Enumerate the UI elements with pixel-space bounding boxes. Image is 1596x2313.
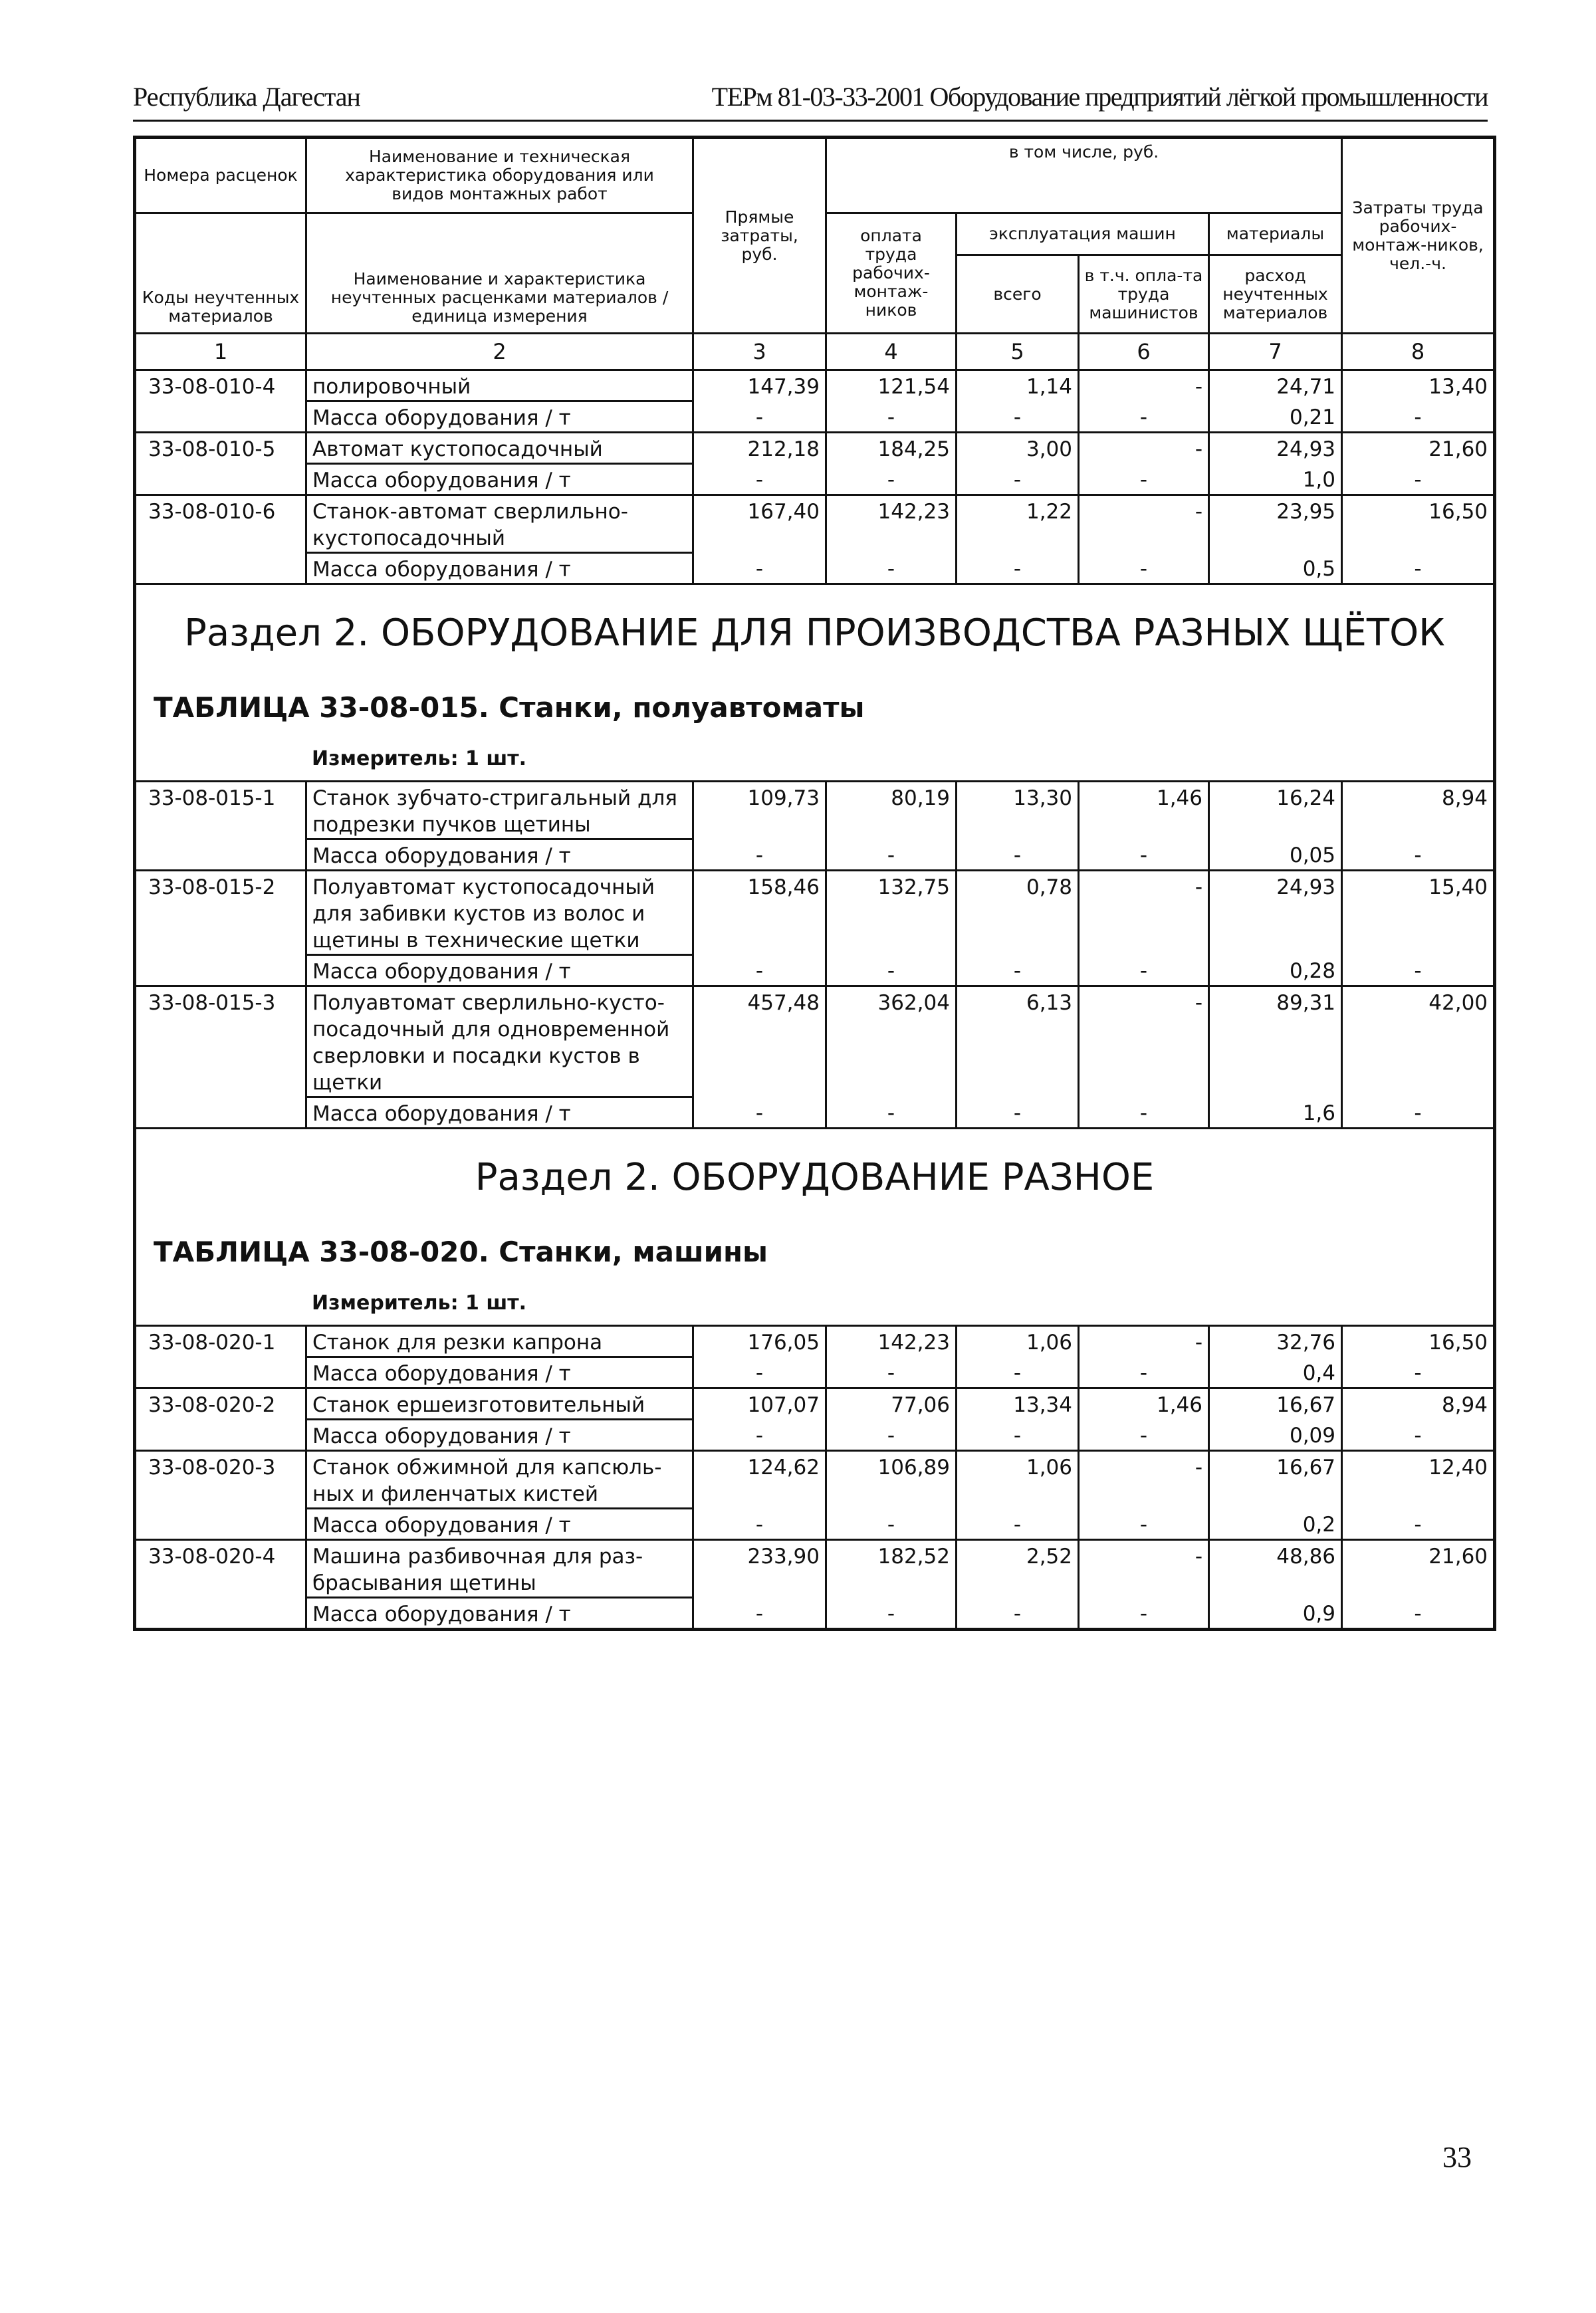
value-cell: 121,54 xyxy=(826,370,957,401)
value-cell: 6,13 xyxy=(957,986,1079,1097)
value-cell: 24,93 xyxy=(1209,433,1342,464)
mass-row xyxy=(135,1598,1495,1630)
mass-row xyxy=(135,401,1495,433)
col-number: 7 xyxy=(1209,334,1342,370)
value-cell: 32,76 xyxy=(1209,1326,1342,1357)
empty-code-cell xyxy=(135,464,306,495)
mass-value-cell: - xyxy=(1342,839,1495,871)
table-row xyxy=(135,1451,1495,1509)
mass-label: Масса оборудования / т xyxy=(306,1097,693,1129)
mass-row xyxy=(135,1509,1495,1540)
mass-value-cell: - xyxy=(1079,401,1209,433)
mass-value-cell: 0,05 xyxy=(1209,839,1342,871)
mass-value-cell: - xyxy=(1079,1357,1209,1388)
empty-code-cell xyxy=(135,553,306,584)
value-cell: 106,89 xyxy=(826,1451,957,1509)
mass-value-cell: - xyxy=(1079,1598,1209,1630)
mass-value-cell: - xyxy=(826,553,957,584)
mass-value-cell: - xyxy=(957,553,1079,584)
value-cell: 176,05 xyxy=(693,1326,826,1357)
mass-value-cell: - xyxy=(957,839,1079,871)
value-cell: - xyxy=(1079,1540,1209,1598)
mass-value-cell: 0,21 xyxy=(1209,401,1342,433)
rate-name: Станок для резки капрона xyxy=(306,1326,693,1357)
value-cell: 142,23 xyxy=(826,495,957,553)
mass-row xyxy=(135,839,1495,871)
value-cell: 24,93 xyxy=(1209,871,1342,955)
table-row xyxy=(135,495,1495,553)
mass-value-cell: 1,6 xyxy=(1209,1097,1342,1129)
value-cell: 158,46 xyxy=(693,871,826,955)
empty-code-cell xyxy=(135,1420,306,1451)
mass-value-cell: - xyxy=(1342,955,1495,986)
mass-value-cell: - xyxy=(826,1357,957,1388)
value-cell: 0,78 xyxy=(957,871,1079,955)
table-row xyxy=(135,1540,1495,1598)
value-cell: 8,94 xyxy=(1342,1388,1495,1420)
value-cell: 212,18 xyxy=(693,433,826,464)
value-cell: - xyxy=(1079,1451,1209,1509)
mass-value-cell: 0,28 xyxy=(1209,955,1342,986)
value-cell: 1,46 xyxy=(1079,1388,1209,1420)
value-cell: 107,07 xyxy=(693,1388,826,1420)
rate-code: 33-08-020-3 xyxy=(135,1451,306,1509)
value-cell: - xyxy=(1079,370,1209,401)
mass-value-cell: 0,5 xyxy=(1209,553,1342,584)
col-number: 2 xyxy=(306,334,693,370)
mass-value-cell: - xyxy=(693,1509,826,1540)
value-cell: 16,67 xyxy=(1209,1451,1342,1509)
value-cell: 21,60 xyxy=(1342,433,1495,464)
rate-name: Станок обжимной для капсюль-ных и филенчатых кистей xyxy=(306,1451,693,1509)
head-materials: материалы xyxy=(1209,213,1342,255)
mass-row xyxy=(135,1420,1495,1451)
col-number: 8 xyxy=(1342,334,1495,370)
head-rate-numbers: Номера расценок xyxy=(135,138,306,213)
mass-value-cell: - xyxy=(957,1357,1079,1388)
head-name-equipment: Наименование и техническая характеристика оборудования или видов монтажных работ xyxy=(306,138,693,213)
section-block xyxy=(135,584,1495,782)
mass-value-cell: - xyxy=(957,1420,1079,1451)
mass-value-cell: - xyxy=(693,1097,826,1129)
mass-row xyxy=(135,553,1495,584)
rate-name: Станок зубчато-стригальный для подрезки пучков щетины xyxy=(306,782,693,839)
head-including xyxy=(826,138,1342,213)
mass-value-cell: - xyxy=(957,1509,1079,1540)
value-cell: 1,14 xyxy=(957,370,1079,401)
col-number: 4 xyxy=(826,334,957,370)
value-cell: 13,40 xyxy=(1342,370,1495,401)
value-cell: 21,60 xyxy=(1342,1540,1495,1598)
value-cell: 77,06 xyxy=(826,1388,957,1420)
mass-label: Масса оборудования / т xyxy=(306,955,693,986)
value-cell: 89,31 xyxy=(1209,986,1342,1097)
table-title: ТАБЛИЦА 33-08-015. Станки, полуавтоматы xyxy=(135,675,1495,738)
value-cell: 16,24 xyxy=(1209,782,1342,839)
value-cell: 182,52 xyxy=(826,1540,957,1598)
mass-value-cell: - xyxy=(826,1420,957,1451)
rate-name: Машина разбивочная для раз-брасывания щетины xyxy=(306,1540,693,1598)
head-codes: Коды неучтенных материалов xyxy=(142,288,300,326)
table-row xyxy=(135,986,1495,1097)
mass-value-cell: 1,0 xyxy=(1209,464,1342,495)
section-title: Раздел 2. ОБОРУДОВАНИЕ ДЛЯ ПРОИЗВОДСТВА РАЗНЫХ ЩЁТОК xyxy=(135,584,1495,676)
mass-value-cell: - xyxy=(1342,1357,1495,1388)
measure-unit: Измеритель: 1 шт. xyxy=(135,738,1495,782)
mass-value-cell: - xyxy=(693,464,826,495)
mass-value-cell: - xyxy=(693,839,826,871)
value-cell: - xyxy=(1079,871,1209,955)
value-cell: 362,04 xyxy=(826,986,957,1097)
rates-table xyxy=(133,136,1496,1631)
mass-value-cell: - xyxy=(1342,553,1495,584)
rate-name: Станок-автомат сверлильно-кустопосадочный xyxy=(306,495,693,553)
head-total: всего xyxy=(957,255,1079,334)
value-cell: 42,00 xyxy=(1342,986,1495,1097)
mass-value-cell: 0,2 xyxy=(1209,1509,1342,1540)
empty-code-cell xyxy=(135,955,306,986)
mass-value-cell: - xyxy=(957,955,1079,986)
mass-value-cell: - xyxy=(1342,1097,1495,1129)
col-number: 3 xyxy=(693,334,826,370)
value-cell: 1,06 xyxy=(957,1326,1079,1357)
value-cell: 16,50 xyxy=(1342,495,1495,553)
table-row xyxy=(135,1388,1495,1420)
table-row xyxy=(135,433,1495,464)
mass-value-cell: - xyxy=(1342,1509,1495,1540)
rate-code: 33-08-015-2 xyxy=(135,871,306,955)
value-cell: 3,00 xyxy=(957,433,1079,464)
value-cell: - xyxy=(1079,986,1209,1097)
value-cell: - xyxy=(1079,495,1209,553)
mass-value-cell: - xyxy=(693,553,826,584)
rate-code: 33-08-015-3 xyxy=(135,986,306,1097)
table-row xyxy=(135,1326,1495,1357)
table-row xyxy=(135,370,1495,401)
mass-label: Масса оборудования / т xyxy=(306,839,693,871)
head-worker-pay: оплата труда рабочих-монтаж-ников xyxy=(826,213,957,334)
table-row xyxy=(135,871,1495,955)
mass-value-cell: - xyxy=(826,464,957,495)
mass-row xyxy=(135,955,1495,986)
value-cell: 1,06 xyxy=(957,1451,1079,1509)
rate-code: 33-08-015-1 xyxy=(135,782,306,839)
mass-value-cell: - xyxy=(826,1509,957,1540)
mass-value-cell: - xyxy=(957,464,1079,495)
value-cell: 13,34 xyxy=(957,1388,1079,1420)
rate-name: полировочный xyxy=(306,370,693,401)
mass-value-cell: - xyxy=(957,1097,1079,1129)
head-including-label: в том числе, руб. xyxy=(1008,142,1159,162)
mass-label: Масса оборудования / т xyxy=(306,464,693,495)
mass-value-cell: 0,9 xyxy=(1209,1598,1342,1630)
empty-code-cell xyxy=(135,839,306,871)
value-cell: 13,30 xyxy=(957,782,1079,839)
mass-value-cell: 0,09 xyxy=(1209,1420,1342,1451)
rate-code: 33-08-020-4 xyxy=(135,1540,306,1598)
col-number: 1 xyxy=(135,334,306,370)
mass-value-cell: - xyxy=(826,839,957,871)
value-cell: 1,22 xyxy=(957,495,1079,553)
value-cell: 2,52 xyxy=(957,1540,1079,1598)
empty-code-cell xyxy=(135,1598,306,1630)
mass-row xyxy=(135,1357,1495,1388)
value-cell: 12,40 xyxy=(1342,1451,1495,1509)
head-material-usage: расход неучтенных материалов xyxy=(1222,265,1328,322)
value-cell: 457,48 xyxy=(693,986,826,1097)
mass-value-cell: - xyxy=(693,955,826,986)
value-cell: 16,67 xyxy=(1209,1388,1342,1420)
running-header xyxy=(133,81,1488,122)
rate-code: 33-08-010-4 xyxy=(135,370,306,401)
head-operator-pay: в т.ч. опла-та труда машинистов xyxy=(1079,255,1209,334)
mass-value-cell: - xyxy=(1079,553,1209,584)
mass-value-cell: - xyxy=(1342,401,1495,433)
value-cell: - xyxy=(1079,1326,1209,1357)
table-body-33-08-015 xyxy=(135,782,1495,1129)
head-labor-costs: Затраты труда рабочих-монтаж-ников, чел.-ч. xyxy=(1342,138,1495,334)
mass-value-cell: - xyxy=(693,401,826,433)
value-cell: 16,50 xyxy=(1342,1326,1495,1357)
mass-value-cell: - xyxy=(1342,1420,1495,1451)
rate-name: Автомат кустопосадочный xyxy=(306,433,693,464)
value-cell: 48,86 xyxy=(1209,1540,1342,1598)
value-cell: 147,39 xyxy=(693,370,826,401)
header-document-title: ТЕРм 81-03-33-2001 Оборудование предприятий лёгкой промышленности xyxy=(711,82,1488,112)
mass-label: Масса оборудования / т xyxy=(306,553,693,584)
empty-code-cell xyxy=(135,1097,306,1129)
mass-value-cell: - xyxy=(1342,464,1495,495)
rate-code: 33-08-010-5 xyxy=(135,433,306,464)
value-cell: 8,94 xyxy=(1342,782,1495,839)
mass-row xyxy=(135,1097,1495,1129)
value-cell: - xyxy=(1079,433,1209,464)
page-number: 33 xyxy=(1442,2141,1472,2173)
mass-value-cell: - xyxy=(1079,955,1209,986)
value-cell: 24,71 xyxy=(1209,370,1342,401)
value-cell: 184,25 xyxy=(826,433,957,464)
mass-label: Масса оборудования / т xyxy=(306,1420,693,1451)
mass-row xyxy=(135,464,1495,495)
value-cell: 15,40 xyxy=(1342,871,1495,955)
mass-value-cell: - xyxy=(693,1420,826,1451)
header-region: Республика Дагестан xyxy=(133,82,360,112)
col-number: 5 xyxy=(957,334,1079,370)
head-direct-costs: Прямые затраты, руб. xyxy=(693,138,826,334)
table-body-33-08-010 xyxy=(135,370,1495,584)
value-cell: 142,23 xyxy=(826,1326,957,1357)
value-cell: 233,90 xyxy=(693,1540,826,1598)
mass-value-cell: - xyxy=(826,1598,957,1630)
head-codes-cell xyxy=(135,213,306,334)
empty-code-cell xyxy=(135,1509,306,1540)
value-cell: 1,46 xyxy=(1079,782,1209,839)
mass-value-cell: - xyxy=(1342,1598,1495,1630)
mass-value-cell: - xyxy=(1079,1509,1209,1540)
mass-value-cell: - xyxy=(826,401,957,433)
head-materials-name-cell xyxy=(306,213,693,334)
mass-value-cell: - xyxy=(693,1357,826,1388)
value-cell: 167,40 xyxy=(693,495,826,553)
mass-value-cell: - xyxy=(826,955,957,986)
mass-value-cell: - xyxy=(693,1598,826,1630)
mass-value-cell: - xyxy=(1079,1097,1209,1129)
value-cell: 23,95 xyxy=(1209,495,1342,553)
mass-value-cell: 0,4 xyxy=(1209,1357,1342,1388)
mass-label: Масса оборудования / т xyxy=(306,401,693,433)
rate-name: Полуавтомат кустопосадочный для забивки кустов из волос и щетины в технические щетки xyxy=(306,871,693,955)
rate-name: Полуавтомат сверлильно-кусто-посадочный для одновременной сверловки и посадки кустов в щетки xyxy=(306,986,693,1097)
mass-value-cell: - xyxy=(1079,839,1209,871)
mass-label: Масса оборудования / т xyxy=(306,1357,693,1388)
section-title: Раздел 2. ОБОРУДОВАНИЕ РАЗНОЕ xyxy=(135,1129,1495,1220)
table-body-33-08-020 xyxy=(135,1326,1495,1630)
value-cell: 109,73 xyxy=(693,782,826,839)
mass-value-cell: - xyxy=(1079,1420,1209,1451)
value-cell: 80,19 xyxy=(826,782,957,839)
mass-value-cell: - xyxy=(1079,464,1209,495)
value-cell: 124,62 xyxy=(693,1451,826,1509)
col-number: 6 xyxy=(1079,334,1209,370)
mass-label: Масса оборудования / т xyxy=(306,1598,693,1630)
rate-code: 33-08-020-2 xyxy=(135,1388,306,1420)
rate-code: 33-08-010-6 xyxy=(135,495,306,553)
mass-value-cell: - xyxy=(957,1598,1079,1630)
mass-label: Масса оборудования / т xyxy=(306,1509,693,1540)
empty-code-cell xyxy=(135,401,306,433)
head-machines: эксплуатация машин xyxy=(957,213,1209,255)
table-title: ТАБЛИЦА 33-08-020. Станки, машины xyxy=(135,1220,1495,1282)
mass-value-cell: - xyxy=(957,401,1079,433)
rate-code: 33-08-020-1 xyxy=(135,1326,306,1357)
measure-unit: Измеритель: 1 шт. xyxy=(135,1282,1495,1326)
mass-value-cell: - xyxy=(826,1097,957,1129)
head-materials-name: Наименование и характеристика неучтенных расценками материалов / единица измерения xyxy=(330,269,669,326)
table-row xyxy=(135,782,1495,839)
value-cell: 132,75 xyxy=(826,871,957,955)
rate-name: Станок ершеизготовительный xyxy=(306,1388,693,1420)
empty-code-cell xyxy=(135,1357,306,1388)
section-block xyxy=(135,1129,1495,1326)
